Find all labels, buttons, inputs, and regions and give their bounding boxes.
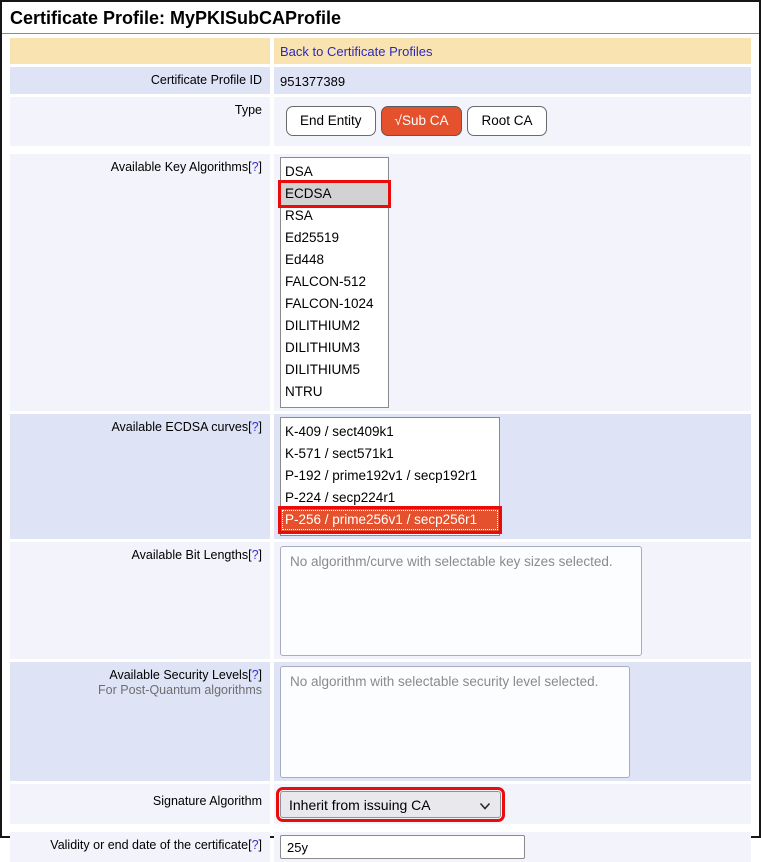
list-option[interactable]: NTRU (285, 384, 323, 399)
chevron-down-icon (479, 797, 491, 813)
help-question-icon[interactable]: ? (251, 420, 259, 434)
list-option[interactable]: DSA (285, 164, 313, 179)
list-option[interactable]: K-409 / sect409k1 (285, 424, 394, 439)
page-header (2, 2, 759, 34)
help-link[interactable]: [?] (248, 548, 262, 562)
key-algorithms-label: Available Key Algorithms[?] (10, 154, 270, 411)
security-levels-value-cell (274, 662, 751, 781)
type-label: Type (10, 97, 270, 146)
security-levels-row (10, 662, 751, 781)
list-option[interactable]: DILITHIUM5 (285, 362, 361, 377)
help-link[interactable]: [?] (248, 838, 262, 852)
bit-lengths-row (10, 542, 751, 659)
validity-row (10, 832, 751, 862)
list-option[interactable]: P-192 / prime192v1 / secp192r1 (285, 468, 478, 483)
header-value-cell (274, 38, 751, 64)
profile-id-value: 951377389 (280, 74, 346, 89)
signature-algorithm-select[interactable] (280, 791, 501, 818)
table-header-row (10, 38, 751, 64)
signature-algorithm-label: Signature Algorithm (10, 784, 270, 824)
bit-lengths-disabled-box: No algorithm/curve with selectable key sizes selected. (280, 546, 642, 656)
profile-id-label: Certificate Profile ID (10, 67, 270, 94)
list-option[interactable]: RSA (285, 208, 313, 223)
sub-ca-button[interactable]: √Sub CA (381, 106, 463, 136)
signature-algorithm-row (10, 784, 751, 824)
help-question-icon[interactable]: ? (251, 668, 259, 682)
signature-algorithm-selected-value: Inherit from issuing CA (289, 796, 431, 813)
profile-id-row (10, 67, 751, 94)
key-algorithms-row (10, 154, 751, 411)
list-option[interactable]: Ed25519 (285, 230, 340, 245)
help-question-icon[interactable]: ? (251, 838, 259, 852)
bit-lengths-label: Available Bit Lengths[?] (10, 542, 270, 659)
ecdsa-curves-row (10, 414, 751, 539)
type-value-cell (274, 97, 751, 146)
validity-label: Validity or end date of the certificate[?] (10, 832, 270, 862)
list-option[interactable]: FALCON-1024 (285, 296, 374, 311)
type-button-group (280, 100, 745, 143)
profile-id-value-cell (274, 67, 751, 94)
help-link[interactable]: [?] (248, 160, 262, 174)
list-option-selected[interactable]: ECDSA (281, 183, 388, 205)
header-label-cell (10, 38, 270, 64)
security-levels-sublabel: For Post-Quantum algorithms (98, 683, 262, 697)
help-question-icon[interactable]: ? (251, 160, 259, 174)
key-algorithms-value-cell (274, 154, 751, 411)
list-option[interactable]: Ed448 (285, 252, 325, 267)
list-option[interactable]: K-571 / sect571k1 (285, 446, 394, 461)
available-key-algorithms-listbox[interactable] (280, 157, 389, 408)
ecdsa-curves-label: Available ECDSA curves[?] (10, 414, 270, 539)
bit-lengths-value-cell (274, 542, 751, 659)
back-to-certificate-profiles-link[interactable]: Back to Certificate Profiles (280, 44, 433, 59)
list-option-selected[interactable]: P-256 / prime256v1 / secp256r1 (281, 509, 499, 531)
ecdsa-curves-value-cell (274, 414, 751, 539)
list-option[interactable]: DILITHIUM3 (285, 340, 361, 355)
security-levels-disabled-box: No algorithm with selectable security level selected. (280, 666, 630, 778)
root-ca-button[interactable]: Root CA (467, 106, 546, 136)
available-ecdsa-curves-listbox[interactable] (280, 417, 500, 536)
list-option[interactable]: P-224 / secp224r1 (285, 490, 396, 505)
security-levels-label: Available Security Levels[?] For Post-Quantum algorithms (10, 662, 270, 781)
help-question-icon[interactable]: ? (251, 548, 259, 562)
validity-value-cell (274, 832, 751, 862)
signature-algorithm-value-cell (274, 784, 751, 824)
help-link[interactable]: [?] (248, 668, 262, 682)
page-title: Certificate Profile: MyPKISubCAProfile (10, 8, 342, 28)
end-entity-button[interactable]: End Entity (286, 106, 376, 136)
help-link[interactable]: [?] (248, 420, 262, 434)
list-option[interactable]: FALCON-512 (285, 274, 367, 289)
list-option[interactable]: DILITHIUM2 (285, 318, 361, 333)
type-row (10, 97, 751, 146)
certificate-profile-form (10, 38, 751, 862)
validity-input[interactable] (280, 835, 525, 859)
